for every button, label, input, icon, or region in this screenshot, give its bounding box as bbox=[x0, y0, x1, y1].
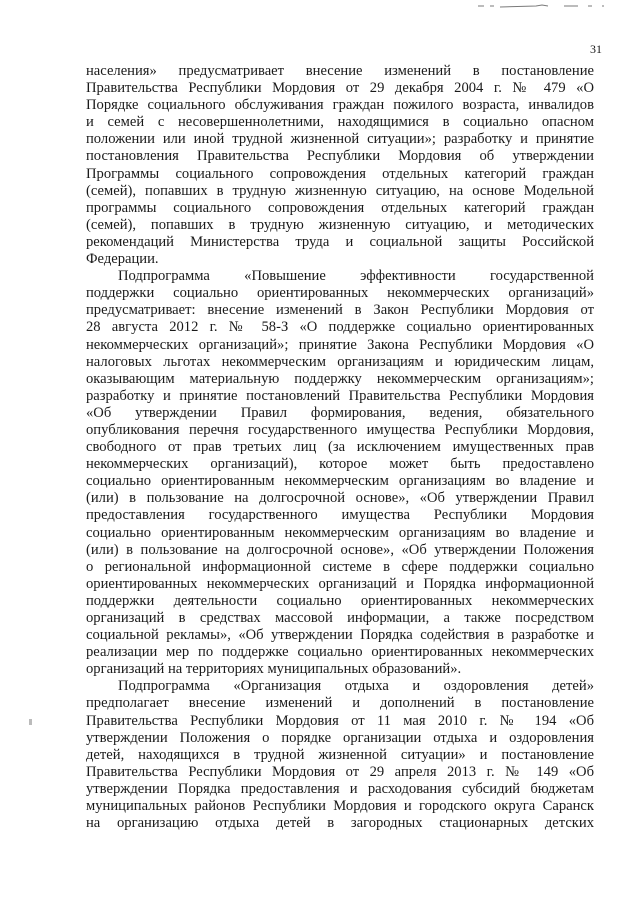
text-line: организаций в средствах массовой информации, а также посредством bbox=[86, 610, 594, 626]
text-line: поддержки деятельности социально ориентированных некоммерческих bbox=[86, 592, 594, 609]
text-line: предусматривает: внесение изменений в Закон Республики Мордовия от bbox=[86, 302, 594, 319]
text-line: детей, находящихся в трудной жизненной ситуации» и постановление bbox=[86, 746, 594, 763]
text-line: опубликования перечня государственного имущества Республики Мордовия, bbox=[86, 421, 594, 438]
text-line: Правительства Республики Мордовия от 29 апреля 2013 г. № 149 «Об bbox=[86, 763, 594, 780]
text-line: организаций на территориях муниципальных образований». bbox=[86, 661, 462, 678]
paragraph-children-recreation bbox=[86, 678, 594, 832]
text-line: предполагает внесение изменений и дополнений в постановление bbox=[86, 695, 594, 712]
text-line: (или) в пользование на долгосрочной основе», «Об утверждении Правил bbox=[86, 490, 594, 507]
text-line: утверждении Положения о порядке организации отдыха и оздоровления bbox=[86, 729, 594, 746]
text-line: на организацию отдыха детей в загородных стационарных детских bbox=[86, 815, 594, 832]
page-number: 31 bbox=[590, 42, 602, 56]
text-line: Подпрограмма «Повышение эффективности государственной bbox=[118, 268, 594, 285]
text-line: Программы социального сопровождения отдельных категорий граждан bbox=[86, 165, 594, 182]
text-line: Правительства Республики Мордовия от 29 декабря 2004 г. № 479 «О bbox=[86, 80, 594, 97]
text-line: некоммерческих организаций), которое может быть предоставлено bbox=[86, 456, 594, 473]
scan-artifact-mark bbox=[478, 4, 610, 8]
text-line: некоммерческих организаций»; принятие Закона Республики Мордовия «О bbox=[86, 336, 594, 353]
text-line: программы социального сопровождения отдельных категорий граждан bbox=[86, 199, 594, 216]
text-line: налоговых льготах некоммерческим организациям и юридическим лицам, bbox=[86, 353, 594, 370]
margin-scan-speck bbox=[29, 719, 32, 725]
paragraph-social-services bbox=[86, 63, 594, 268]
text-line: (семей), попавших в трудную жизненную ситуацию, и методических bbox=[86, 216, 594, 233]
text-line: положении или иной трудной жизненной ситуации»; разработку и принятие bbox=[86, 131, 594, 148]
text-line: свободного от прав третьих лиц (за исключением имущественных прав bbox=[86, 439, 594, 456]
text-line: социальной рекламы», «Об утверждении Порядка содействия в разработке и bbox=[86, 627, 594, 644]
text-line: (или) в пользование на долгосрочной основе», «Об утверждении Положения bbox=[86, 541, 594, 558]
text-line: Порядке социального обслуживания граждан пожилого возраста, инвалидов bbox=[86, 97, 594, 114]
document-body bbox=[86, 63, 594, 832]
text-line: рекомендаций Министерства труда и социальной защиты Российской bbox=[86, 233, 594, 250]
text-line: и семей с несовершеннолетними, находящимися в социально опасном bbox=[86, 114, 594, 131]
text-line: предоставления государственного имущества Республики Мордовия bbox=[86, 507, 594, 524]
text-line: утверждении Порядка предоставления и расходования субсидий бюджетам bbox=[86, 780, 594, 797]
text-line: постановления Правительства Республики Мордовия об утверждении bbox=[86, 148, 594, 165]
text-line: Правительства Республики Мордовия от 11 мая 2010 г. № 194 «Об bbox=[86, 712, 594, 729]
text-line: социально ориентированным некоммерческим организациям во владение и bbox=[86, 524, 594, 541]
text-line: социально ориентированным некоммерческим организациям во владение и bbox=[86, 473, 594, 490]
text-line: разработку и принятие постановлений Правительства Республики Мордовия bbox=[86, 387, 594, 404]
text-line: «Об утверждении Правил формирования, ведения, обязательного bbox=[86, 404, 594, 421]
text-line: муниципальных районов Республики Мордовия и городского округа Саранск bbox=[86, 798, 594, 815]
text-line: Подпрограмма «Организация отдыха и оздоровления детей» bbox=[118, 678, 594, 695]
paragraph-nko-support bbox=[86, 268, 594, 678]
text-line: 28 августа 2012 г. № 58-З «О поддержке социально ориентированных bbox=[86, 319, 594, 336]
text-line: ориентированных некоммерческих организаций и Порядка информационной bbox=[86, 575, 594, 592]
text-line: (семей), попавших в трудную жизненную ситуацию, на основе Модельной bbox=[86, 182, 594, 199]
text-line: поддержки социально ориентированных некоммерческих организаций» bbox=[86, 285, 594, 302]
text-line: реализации мер по поддержке социально ориентированных некоммерческих bbox=[86, 644, 594, 661]
text-line: населения» предусматривает внесение изменений в постановление bbox=[86, 63, 594, 79]
text-line: Федерации. bbox=[86, 251, 159, 268]
text-line: о региональной информационной системе в сфере поддержки социально bbox=[86, 558, 594, 575]
text-line: оказывающим материальную поддержку некоммерческим организациям»; bbox=[86, 370, 594, 387]
